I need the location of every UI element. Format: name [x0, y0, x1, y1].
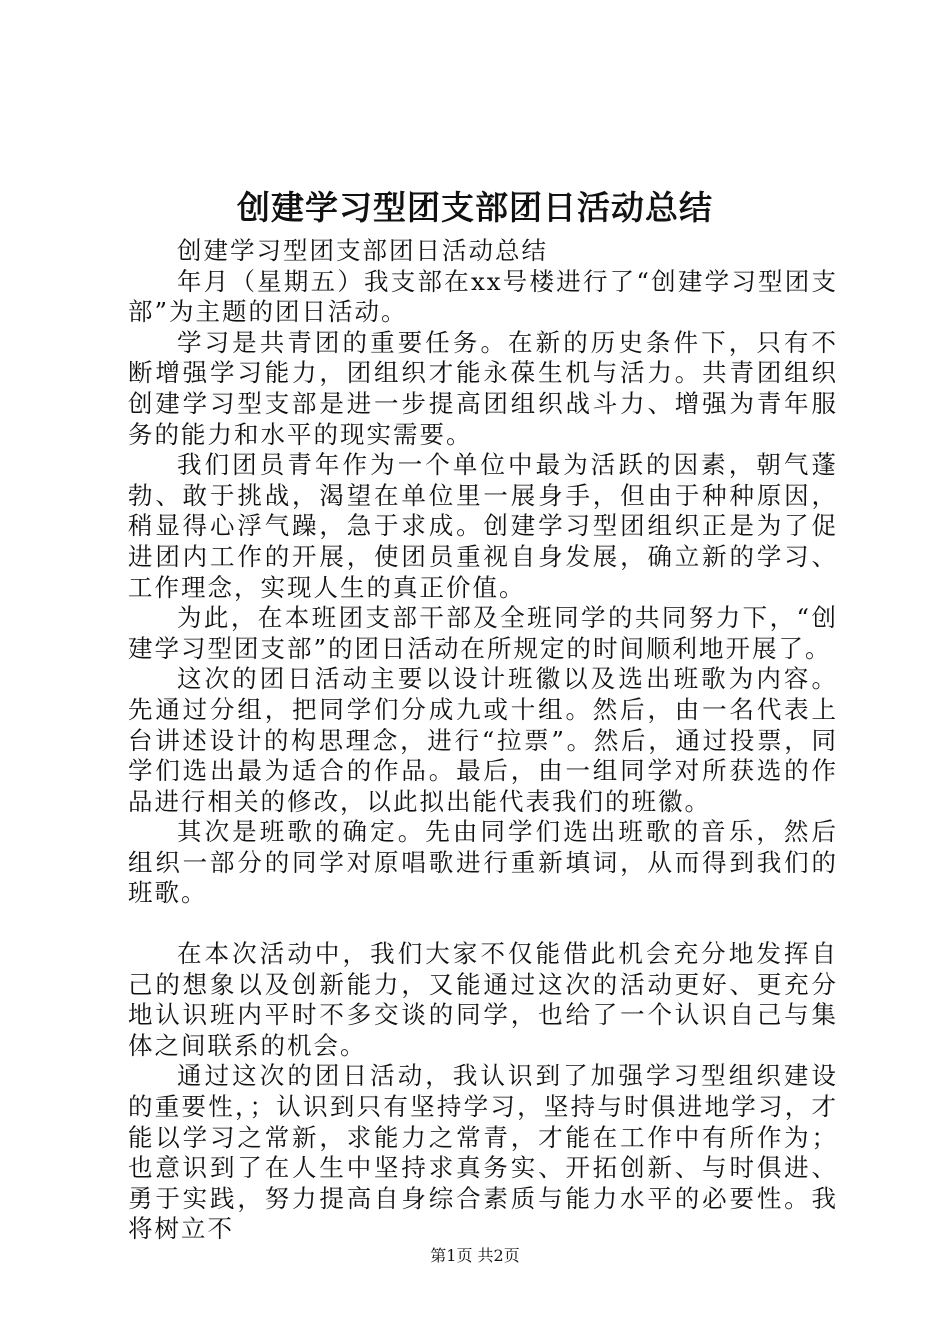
paragraph-subtitle: 创建学习型团支部团日活动总结 [177, 236, 548, 265]
paragraph: 为此，在本班团支部干部及全班同学的共同努力下，“创建学习型团支部”的团日活动在所规定的时间顺利地开展了。 [128, 603, 838, 663]
document-title: 创建学习型团支部团日活动总结 [237, 188, 713, 227]
paragraph: 我们团员青年作为一个单位中最为活跃的因素，朝气蓬勃、敢于挑战，渴望在单位里一展身手，但由于种种原因，稍显得心浮气躁，急于求成。创建学习型团组织正是为了促进团内工作的开展，使团员重视自身发展，确立新的学习、工作理念，实现人生的真正价值。 [128, 450, 838, 602]
paragraph: 学习是共青团的重要任务。在新的历史条件下，只有不断增强学习能力，团组织才能永葆生机与活力。共青团组织创建学习型支部是进一步提高团组织战斗力、增强为青年服务的能力和水平的现实需要。 [128, 327, 838, 449]
paragraph: 年月（星期五）我支部在xx号楼进行了“创建学习型团支部”为主题的团日活动。 [128, 266, 838, 327]
document-body [128, 236, 838, 1245]
paragraph: 在本次活动中，我们大家不仅能借此机会充分地发挥自己的想象以及创新能力，又能通过这次的活动更好、更充分地认识班内平时不多交谈的同学，也给了一个认识自己与集体之间联系的机会。 [128, 939, 838, 1060]
paragraph: 通过这次的团日活动，我认识到了加强学习型组织建设的重要性，；认识到只有坚持学习，坚持与时俱进地学习，才能以学习之常新，求能力之常青，才能在工作中有所作为；也意识到了在人生中坚持求真务实、开拓创新、与时俱进、勇于实践，努力提高自身综合素质与能力水平的必要性。我将树立不 [128, 1061, 838, 1244]
page-footer: 第1页 共2页 [430, 1246, 520, 1265]
paragraph: 其次是班歌的确定。先由同学们选出班歌的音乐，然后组织一部分的同学对原唱歌进行重新填词，从而得到我们的班歌。 [128, 817, 838, 908]
paragraph: 这次的团日活动主要以设计班徽以及选出班歌为内容。先通过分组，把同学们分成九或十组。然后，由一名代表上台讲述设计的构思理念，进行“拉票”。然后，通过投票，同学们选出最为适合的作品。最后，由一组同学对所获选的作品进行相关的修改，以此拟出能代表我们的班徽。 [128, 664, 838, 816]
